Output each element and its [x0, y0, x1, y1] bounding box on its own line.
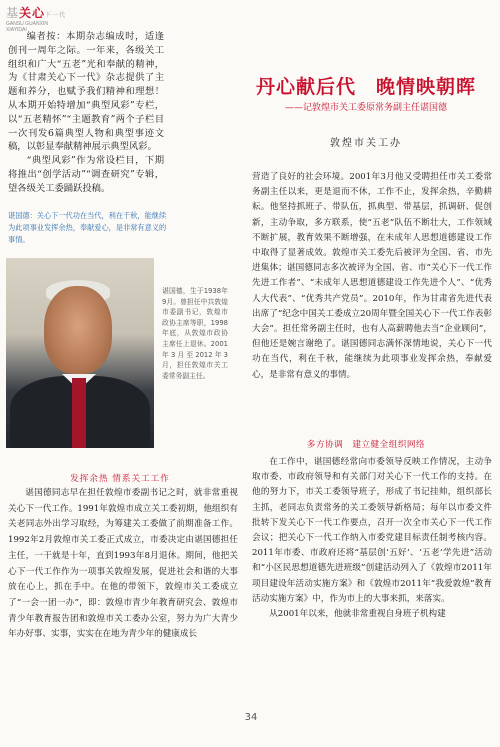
portrait-photo	[6, 258, 154, 448]
editor-note-paragraph-1: 编者按：本期杂志编成时，适逢创刊一周年之际。一年来，各级关工组织和广大“五老”光和奉献的精神，为《甘肃关心下一代》杂志提供了主题和养分，也赋予我们精神和理想！从本期开始特增加“典型风彩”专栏，以“五老精怀”“主题教育”两个子栏目一次刊发6篇典型人物和典型事迹文稿，以彰显奉献精神展示典型风彩。	[8, 31, 164, 153]
right-body-paragraph-3: 从2001年以来，他就非常重视自身班子机构建	[269, 609, 446, 620]
magazine-logo	[6, 4, 126, 33]
left-column-body	[8, 486, 238, 643]
right-body-paragraph-2: 在工作中，谌国德经常向市委领导反映工作情况，主动争取市委、市政府领导和有关部门对关心下一代工作的支持。在他的努力下，市关工委领导班子，形成了书记挂帅，组织部长主抓，老同志负责常务的关工委领导新格局；每年以市委文件批转下发关心下一代工作要点，召开一次全市关心下一代工作会议；把关心下一代工作纳入市委党建目标责任制考核内容。2011年市委、市政府还将“基层创‘五好’、‘五老’学先进”活动和“小区民思想道德先进班级”创建活动列入了《敦煌市2011年项目建设年活动实施方案》和《敦煌市2011年“我爱敦煌”教育活动实施方案》中，作为市上的大事来抓，来落实。	[252, 457, 492, 604]
portrait-section	[6, 258, 226, 448]
right-body-paragraph-1: 营造了良好的社会环境。2001年3月他又受聘担任市关工委常务副主任以来，更是退而不休，工作不止，发挥余热，辛勤耕耘。他坚持抓班子、带队伍，抓典型、带基层，抓调研、促创新，主动争取，多方联系，使“五老”队伍不断壮大，工作领域不断扩展，教育效果不断增强，在未成年人思想道德建设工作中取得了显著成效。敦煌市关工委先后被评为全国、省、市先进集体；谌国德同志多次被评为全国、省、市“关心下一代工作先进工作者”、“未成年人思想道德建设工作先进个人”、“优秀人大代表”、“优秀共产党员”。2010年，作为甘肃省先进代表出席了“纪念中国关工委成立20周年暨全国关心下一代工作表彰大会”。担任常务副主任时，也有人高薪聘他去当“企业顾问”，但他还是婉言谢绝了。谌国德同志满怀深情地说，关心下一代功在当代，利在千秋，能继续为此项事业发挥余热，奉献爱心，是非常有意义的事情。	[252, 172, 492, 380]
logo-sub-2: XIAYIDAI	[6, 27, 27, 33]
page-number: 34	[244, 712, 258, 723]
right-column-body-bottom	[252, 455, 492, 622]
right-section-heading: 多方协调 建立健全组织网络	[306, 440, 426, 450]
logo-red-text: 关心	[19, 6, 46, 20]
article-author: 敦煌市关工办	[330, 138, 402, 149]
pull-quote: 谌国德：关心下一代功在当代，利在千秋，能继续为此项事业发挥余热，奉献爱心，是非常有意义的事情。	[8, 211, 167, 244]
logo-sub-1: GANSU GUANXIN	[6, 21, 48, 27]
article-title: 丹心献后代 晚情映朝晖	[255, 76, 476, 98]
logo-gray-text: 基	[6, 6, 20, 20]
editor-note-paragraph-2: “典型风彩”作为常设栏目，下期将推出“创学活动”“调查研究”专辑，望各级关工委踊跃投稿。	[8, 155, 164, 194]
left-section-heading: 发挥余热 情系关工工作	[70, 474, 170, 484]
logo-tail-text: 下一代	[45, 12, 67, 19]
left-body-paragraph: 谌国德同志早在担任敦煌市委副书记之时，就非常重视关心下一代工作。1991年敦煌市成立关工委初期，他组织有关老同志外出学习取经，为筹建关工委做了前期准备工作。1992年2月敦煌市关工委正式成立，市委决定由谌国德担任主任，一干就是十年，直到1993年8月退休。期间，他把关心下一代工作作为一项事关敦煌发展，促进社会和谐的大事放在心上，抓在手中。在他的带领下，敦煌市关工委成立了“一会一团一办”，即：敦煌市青少年教育研究会、敦煌市青少年教育报告团和敦煌市关工委办公室，努力为广大青少年办好事、实事，实实在在地为青少年的健康成长	[8, 488, 238, 640]
right-column-body-top	[252, 170, 492, 383]
portrait-bio: 谌国德，生于1938年9月。曾担任中共敦煌市委副书记，敦煌市政协主席等职，1998年底，从敦煌市政协主席任上退休。2001年3月至2012年3月，担任敦煌市关工委常务副主任。	[162, 287, 228, 380]
editor-note	[8, 30, 164, 196]
article-subtitle: ——记敦煌市关工委原常务副主任谌国德	[284, 103, 447, 113]
logo-title	[6, 4, 126, 21]
